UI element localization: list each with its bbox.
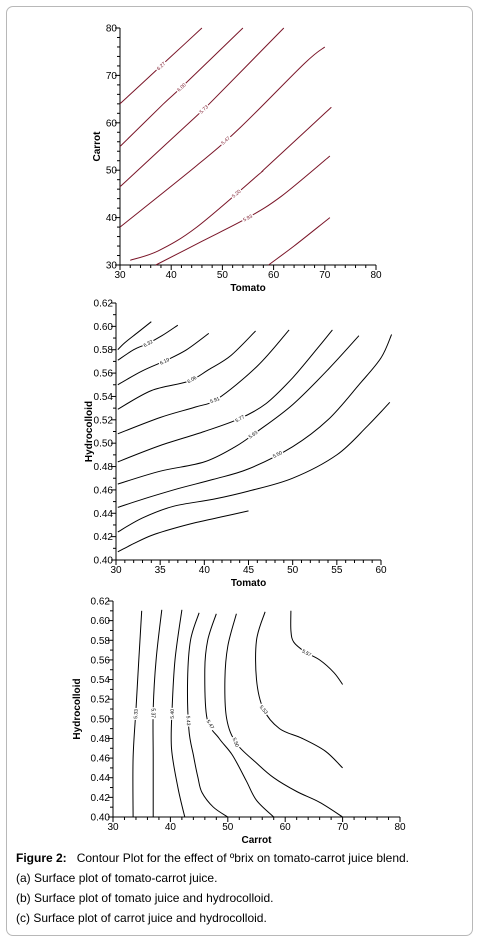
y-tick-label: 0.56 — [93, 368, 113, 380]
caption-line-b: (b) Surface plot of tomato juice and hydrocolloid. — [16, 891, 274, 905]
y-tick-label: 0.50 — [93, 438, 113, 450]
contour-label: 5.63 — [247, 429, 260, 441]
contour-line — [225, 614, 343, 817]
contour-label: 5.37 — [149, 708, 156, 719]
x-axis-title: Carrot — [241, 835, 272, 846]
caption-line-c: (c) Surface plot of carrot juice and hydrocolloid. — [16, 911, 267, 925]
contour-line — [188, 613, 228, 817]
contour-line — [156, 156, 330, 265]
y-tick-label: 80 — [105, 23, 117, 35]
figure-label: Figure 2: — [16, 851, 67, 865]
contour-line — [118, 336, 359, 484]
y-tick-label: 0.46 — [93, 485, 113, 497]
x-tick-label: 60 — [268, 270, 280, 281]
contour-label: 5.47 — [220, 135, 232, 147]
contour-label: 5.50 — [230, 736, 240, 749]
contour-label: 5.40 — [169, 708, 176, 719]
x-axis-title: Tomato — [230, 283, 266, 294]
x-axis-title: Tomato — [230, 578, 267, 589]
x-tick-label: 70 — [337, 822, 349, 833]
contour-label: 5.93 — [242, 213, 254, 224]
caption-line-a: (a) Surface plot of tomato-carrot juice. — [16, 871, 218, 885]
contour-label: 5.20 — [231, 188, 243, 200]
x-tick-label: 50 — [222, 822, 234, 833]
contour-line — [120, 47, 325, 227]
y-tick-label: 0.54 — [93, 391, 113, 403]
x-tick-label: 50 — [287, 565, 299, 576]
contour-line — [269, 218, 330, 265]
x-tick-label: 70 — [319, 270, 331, 281]
x-tick-label: 80 — [394, 822, 406, 833]
y-axis-title: Hydrocolloid — [72, 678, 83, 740]
x-tick-label: 60 — [375, 565, 387, 576]
y-tick-label: 0.58 — [90, 635, 110, 647]
y-tick-label: 0.62 — [90, 596, 110, 608]
contour-label: 6.27 — [155, 61, 168, 73]
x-tick-label: 60 — [279, 822, 291, 833]
contour-line — [130, 108, 331, 261]
x-tick-label: 40 — [165, 270, 177, 281]
contour-label: 5.53 — [257, 704, 269, 716]
contour-label: 5.43 — [184, 715, 191, 726]
x-tick-label: 30 — [107, 822, 119, 833]
x-tick-label: 40 — [164, 822, 176, 833]
figure-caption — [16, 848, 466, 928]
y-tick-label: 30 — [105, 260, 117, 272]
contour-label: 5.57 — [300, 648, 313, 659]
x-tick-label: 35 — [154, 565, 166, 576]
contour-label: 6.00 — [176, 82, 188, 94]
contour-label: 5.33 — [133, 708, 140, 719]
y-tick-label: 0.52 — [90, 694, 110, 706]
contour-plot-3 — [72, 597, 406, 847]
contour-line — [118, 331, 256, 409]
x-tick-label: 40 — [198, 565, 210, 576]
contour-plot-1 — [92, 24, 382, 295]
contour-line — [256, 612, 343, 768]
contour-label: 5.47 — [204, 719, 215, 731]
contour-label: 5.77 — [234, 414, 246, 425]
x-tick-label: 30 — [110, 565, 122, 576]
contour-label: 5.91 — [209, 396, 221, 406]
contour-line — [118, 511, 249, 552]
contour-label: 6.19 — [159, 357, 171, 367]
contour-plot-2 — [84, 299, 392, 590]
contour-line — [205, 614, 274, 817]
y-tick-label: 0.40 — [93, 555, 113, 567]
y-tick-label: 60 — [105, 118, 117, 130]
y-tick-label: 0.42 — [93, 532, 113, 544]
figure-text: Contour Plot for the effect of ºbrix on tomato-carrot juice blend. — [76, 851, 410, 865]
y-tick-label: 0.40 — [90, 812, 110, 824]
y-tick-label: 0.58 — [93, 345, 113, 357]
contour-line — [291, 611, 343, 685]
y-tick-label: 0.44 — [93, 508, 113, 520]
contour-label: 5.50 — [272, 450, 284, 460]
y-tick-label: 0.44 — [90, 773, 110, 785]
y-tick-label: 50 — [105, 165, 117, 177]
contour-label: 5.73 — [198, 104, 210, 116]
y-tick-label: 40 — [105, 213, 117, 225]
x-tick-label: 30 — [114, 270, 126, 281]
y-tick-label: 0.50 — [90, 714, 110, 726]
figure-title — [16, 848, 466, 868]
y-tick-label: 70 — [105, 70, 117, 82]
y-tick-label: 0.60 — [93, 321, 113, 333]
x-tick-label: 50 — [216, 270, 228, 281]
x-tick-label: 45 — [242, 565, 255, 576]
y-tick-label: 0.56 — [90, 655, 110, 667]
y-tick-label: 0.60 — [90, 616, 110, 628]
y-tick-label: 0.42 — [90, 792, 110, 804]
y-tick-label: 0.46 — [90, 753, 110, 765]
y-tick-label: 0.48 — [90, 733, 110, 745]
y-axis-title: Hydrocolloid — [84, 400, 95, 463]
y-axis-title: Carrot — [92, 131, 103, 162]
x-tick-label: 55 — [331, 565, 343, 576]
x-tick-label: 80 — [370, 270, 382, 281]
y-tick-label: 0.54 — [90, 675, 110, 687]
y-tick-label: 0.52 — [93, 415, 113, 427]
y-tick-label: 0.48 — [93, 462, 113, 474]
contour-label: 6.32 — [142, 339, 155, 349]
contour-label: 6.06 — [186, 375, 198, 386]
y-tick-label: 0.62 — [93, 298, 113, 310]
